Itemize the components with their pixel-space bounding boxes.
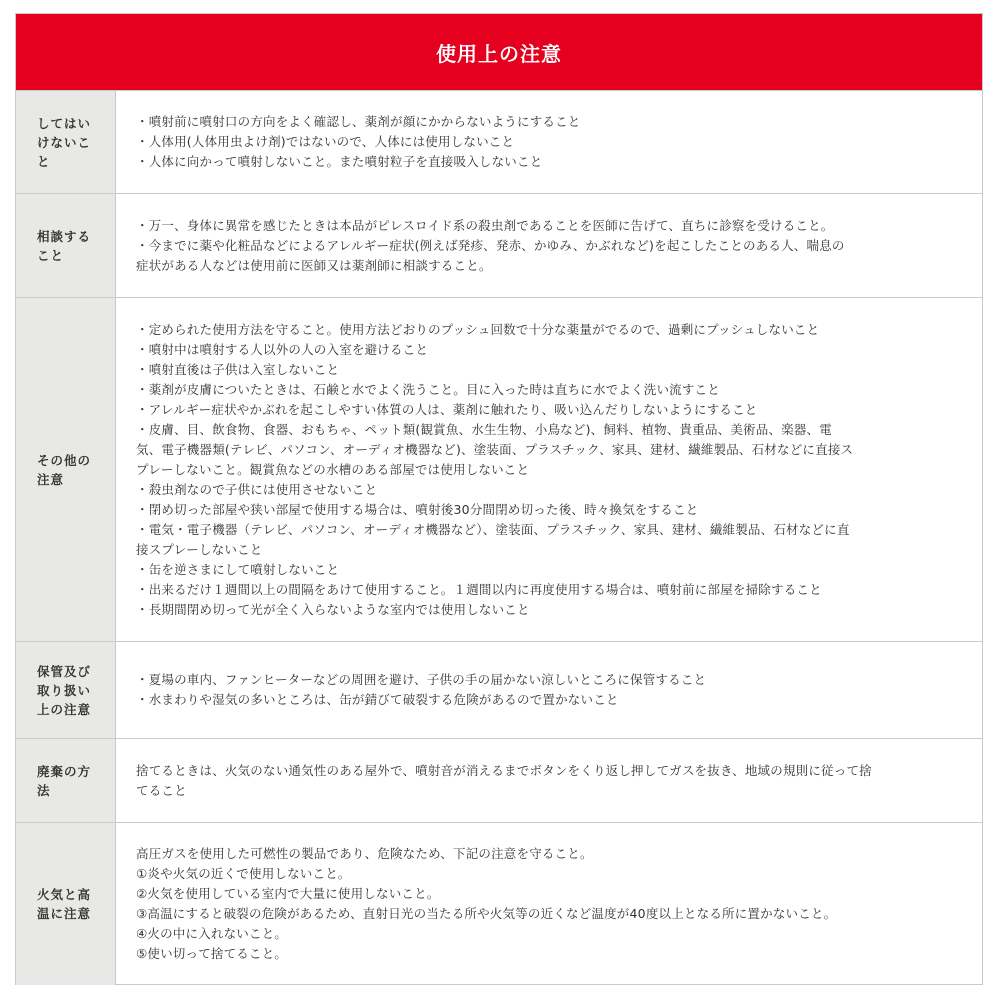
row-label: 火気と高 温に注意 — [37, 887, 92, 921]
text-line: ・定められた使用方法を守ること。使用方法どおりのプッシュ回数で十分な薬量がでるので、過剰にプッシュしないこと — [136, 321, 820, 337]
text-line: ・噴射中は噴射する人以外の人の入室を避けること — [136, 341, 429, 357]
row-content — [116, 739, 982, 822]
text-line: ・皮膚、目、飲食物、食器、おもちゃ、ペット類(観賞魚、水生生物、小鳥など)、飼料、植物、貴重品、美術品、楽器、電 — [136, 421, 832, 437]
table-row-storage — [16, 642, 982, 739]
text-line: 接スプレーしないこと — [136, 541, 263, 557]
text-line: ・缶を逆さまにして噴射しないこと — [136, 561, 340, 577]
row-content — [116, 298, 982, 641]
row-label-cell — [16, 194, 116, 297]
text-line: ・万一、身体に異常を感じたときは本品がピレスロイド系の殺虫剤であることを医師に告げて、直ちに診察を受けること。 — [136, 217, 834, 233]
text-line: プレーしないこと。観賞魚などの水槽のある部屋では使用しないこと — [136, 461, 530, 477]
text-line: てること — [136, 782, 187, 798]
text-line: ・薬剤が皮膚についたときは、石鹸と水でよく洗うこと。目に入った時は直ちに水でよく洗い流すこと — [136, 381, 720, 397]
text-line: ・出来るだけ１週間以上の間隔をあけて使用すること。１週間以内に再度使用する場合は、噴射前に部屋を掃除すること — [136, 581, 822, 597]
row-label-cell — [16, 91, 116, 193]
row-content — [116, 642, 982, 738]
table-row-disposal — [16, 739, 982, 823]
row-content — [116, 91, 982, 193]
title-bar — [16, 14, 982, 91]
precautions-table — [15, 13, 983, 985]
text-line: ・殺虫剤なので子供には使用させないこと — [136, 481, 378, 497]
text-line: ⑤使い切って捨てること。 — [136, 946, 288, 961]
text-line: ・人体に向かって噴射しないこと。また噴射粒子を直接吸入しないこと — [136, 154, 543, 169]
text-line: 症状がある人などは使用前に医師又は薬剤師に相談すること。 — [136, 257, 492, 273]
table-row-consult — [16, 194, 982, 298]
row-label: 廃棄の方 法 — [37, 763, 92, 798]
text-line: ・夏場の車内、ファンヒーターなどの周囲を避け、子供の手の届かない涼しいところに保管すること — [136, 672, 707, 687]
table-row-prohibited — [16, 91, 982, 194]
row-content — [116, 194, 982, 297]
text-line: 捨てるときは、火気のない通気性のある屋外で、噴射音が消えるまでボタンをくり返し押してガスを抜き、地域の規則に従って捨 — [136, 762, 872, 778]
text-line: ・人体用(人体用虫よけ剤)ではないので、人体には使用しないこと — [136, 134, 515, 149]
row-label: 相談する こと — [37, 228, 92, 263]
text-line: ・閉め切った部屋や狭い部屋で使用する場合は、噴射後30分間閉め切った後、時々換気をすること — [136, 501, 699, 517]
text-line: ④火の中に入れないこと。 — [136, 926, 288, 941]
text-line: ①炎や火気の近くで使用しないこと。 — [136, 866, 351, 881]
row-label-cell — [16, 739, 116, 822]
row-label: その他の 注意 — [37, 452, 92, 487]
text-line: ・噴射前に噴射口の方向をよく確認し、薬剤が顔にかからないようにすること — [136, 114, 581, 129]
text-line: ③高温にすると破裂の危険があるため、直射日光の当たる所や火気等の近くなど温度が40度以上となる所に置かないこと。 — [136, 906, 837, 921]
row-label-cell — [16, 823, 116, 985]
table-row-other — [16, 298, 982, 642]
text-line: ・長期間閉め切って光が全く入らないような室内では使用しないこと — [136, 601, 530, 617]
row-label: 保管及び 取り扱い 上の注意 — [37, 663, 92, 717]
text-line: ・今までに薬や化粧品などによるアレルギー症状(例えば発疹、発赤、かゆみ、かぶれなど)を起こしたことのある人、喘息の — [136, 237, 845, 253]
text-line: 気、電子機器類(テレビ、パソコン、オーディオ機器など)、塗装面、プラスチック、家具、建材、繊維製品、石材などに直接ス — [136, 441, 854, 457]
text-line: ・水まわりや湿気の多いところは、缶が錆びて破裂する危険があるので置かないこと — [136, 692, 619, 707]
page-title: 使用上の注意 — [436, 41, 562, 66]
table-row-fire-heat — [16, 823, 982, 985]
row-label: してはい けないこ と — [37, 115, 92, 169]
text-line: 高圧ガスを使用した可燃性の製品であり、危険なため、下記の注意を守ること。 — [136, 846, 593, 861]
row-label-cell — [16, 642, 116, 738]
text-line: ・アレルギー症状やかぶれを起こしやすい体質の人は、薬剤に触れたり、吸い込んだりしないようにすること — [136, 401, 758, 417]
row-label-cell — [16, 298, 116, 641]
row-content — [116, 823, 982, 985]
text-line: ・電気・電子機器（テレビ、パソコン、オーディオ機器など）、塗装面、プラスチック、家具、建材、繊維製品、石材などに直 — [136, 521, 850, 537]
text-line: ・噴射直後は子供は入室しないこと — [136, 361, 340, 377]
text-line: ②火気を使用している室内で大量に使用しないこと。 — [136, 886, 440, 901]
